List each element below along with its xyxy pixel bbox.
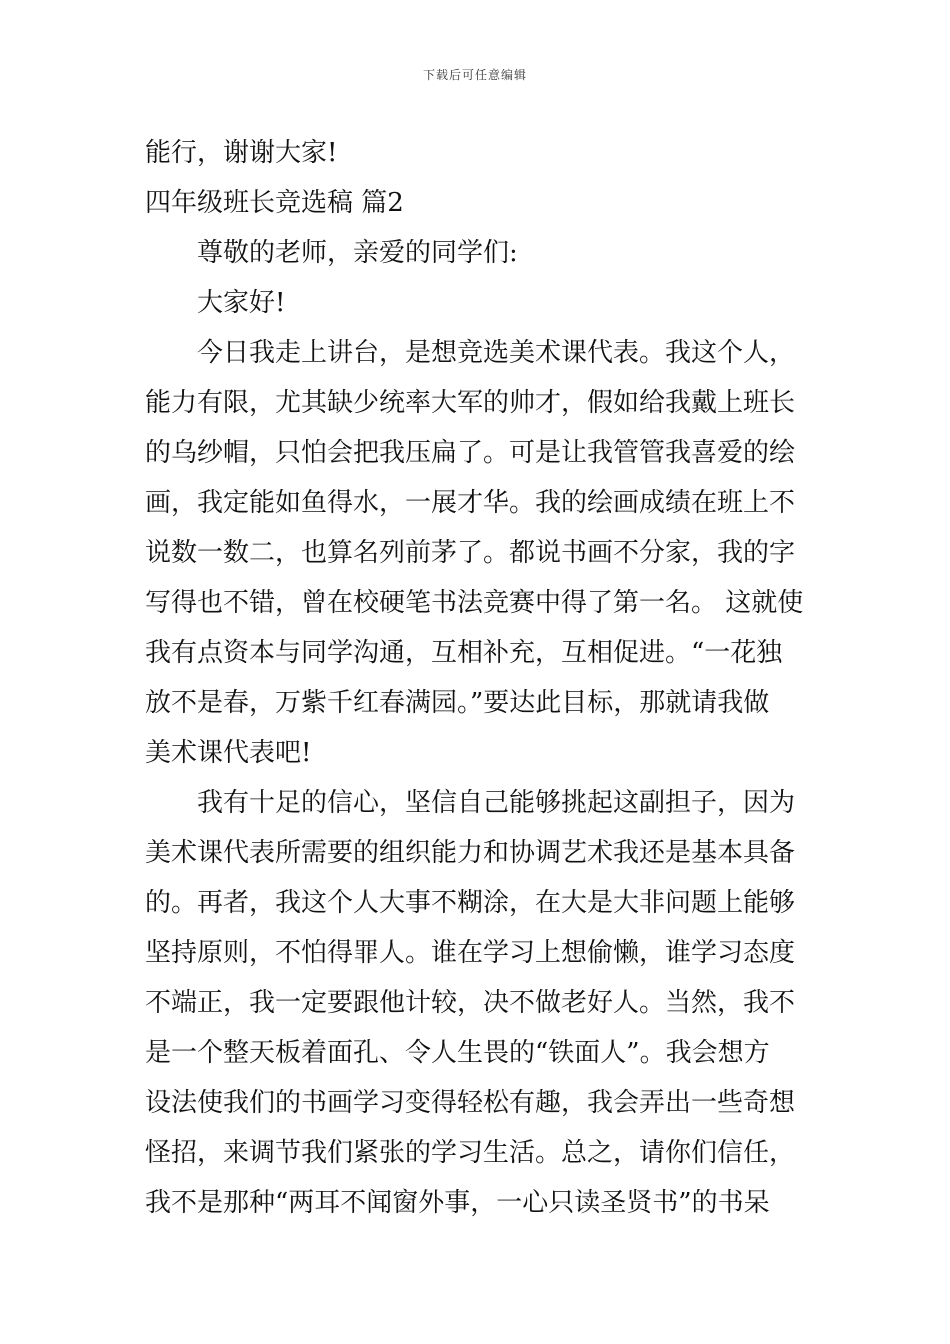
paragraph-line: 说数一数二，也算名列前茅了。都说书画不分家，我的字 (145, 538, 796, 568)
paragraph-line: 坚持原则，不怕得罪人。谁在学习上想偷懒，谁学习态度 (145, 938, 796, 968)
paragraph-line: 今日我走上讲台，是想竞选美术课代表。我这个人， (197, 338, 796, 368)
greeting: 大家好! (197, 288, 286, 318)
paragraph-line: 设法使我们的书画学习变得轻松有趣，我会弄出一些奇想 (145, 1088, 796, 1118)
paragraph-line: 美术课代表吧! (145, 738, 312, 768)
paragraph-line: 我有十足的信心，坚信自己能够挑起这副担子，因为 (197, 788, 796, 818)
paragraph-line: 不端正，我一定要跟他计较，决不做老好人。当然，我不 (145, 988, 796, 1018)
paragraph-line: 放不是春，万紫千红春满园。”要达此目标，那就请我做 (145, 688, 770, 718)
paragraph-line: 写得也不错，曾在校硬笔书法竞赛中得了第一名。 这就使 (145, 588, 804, 618)
paragraph-line: 是一个整天板着面孔、令人生畏的“铁面人”。我会想方 (145, 1038, 770, 1068)
paragraph-line: 的乌纱帽，只怕会把我压扁了。可是让我管管我喜爱的绘 (145, 438, 796, 468)
document-body (145, 128, 810, 1228)
paragraph-line: 怪招，来调节我们紧张的学习生活。总之，请你们信任， (145, 1138, 796, 1168)
text-line: 能行，谢谢大家! (145, 138, 338, 168)
paragraph-line: 画，我定能如鱼得水，一展才华。我的绘画成绩在班上不 (145, 488, 796, 518)
paragraph-line: 能力有限，尤其缺少统率大军的帅才，假如给我戴上班长 (145, 388, 796, 418)
header-note: 下载后可任意编辑 (422, 68, 527, 82)
paragraph-line: 的。再者，我这个人大事不糊涂，在大是大非问题上能够 (145, 888, 796, 918)
section-heading: 四年级班长竞选稿 篇2 (145, 188, 404, 218)
paragraph-line: 美术课代表所需要的组织能力和协调艺术我还是基本具备 (145, 838, 796, 868)
paragraph-line: 我不是那种“两耳不闻窗外事，一心只读圣贤书”的书呆 (145, 1188, 770, 1218)
paragraph-line: 我有点资本与同学沟通，互相补充，互相促进。“一花独 (145, 638, 783, 668)
salutation: 尊敬的老师，亲爱的同学们: (197, 238, 518, 268)
